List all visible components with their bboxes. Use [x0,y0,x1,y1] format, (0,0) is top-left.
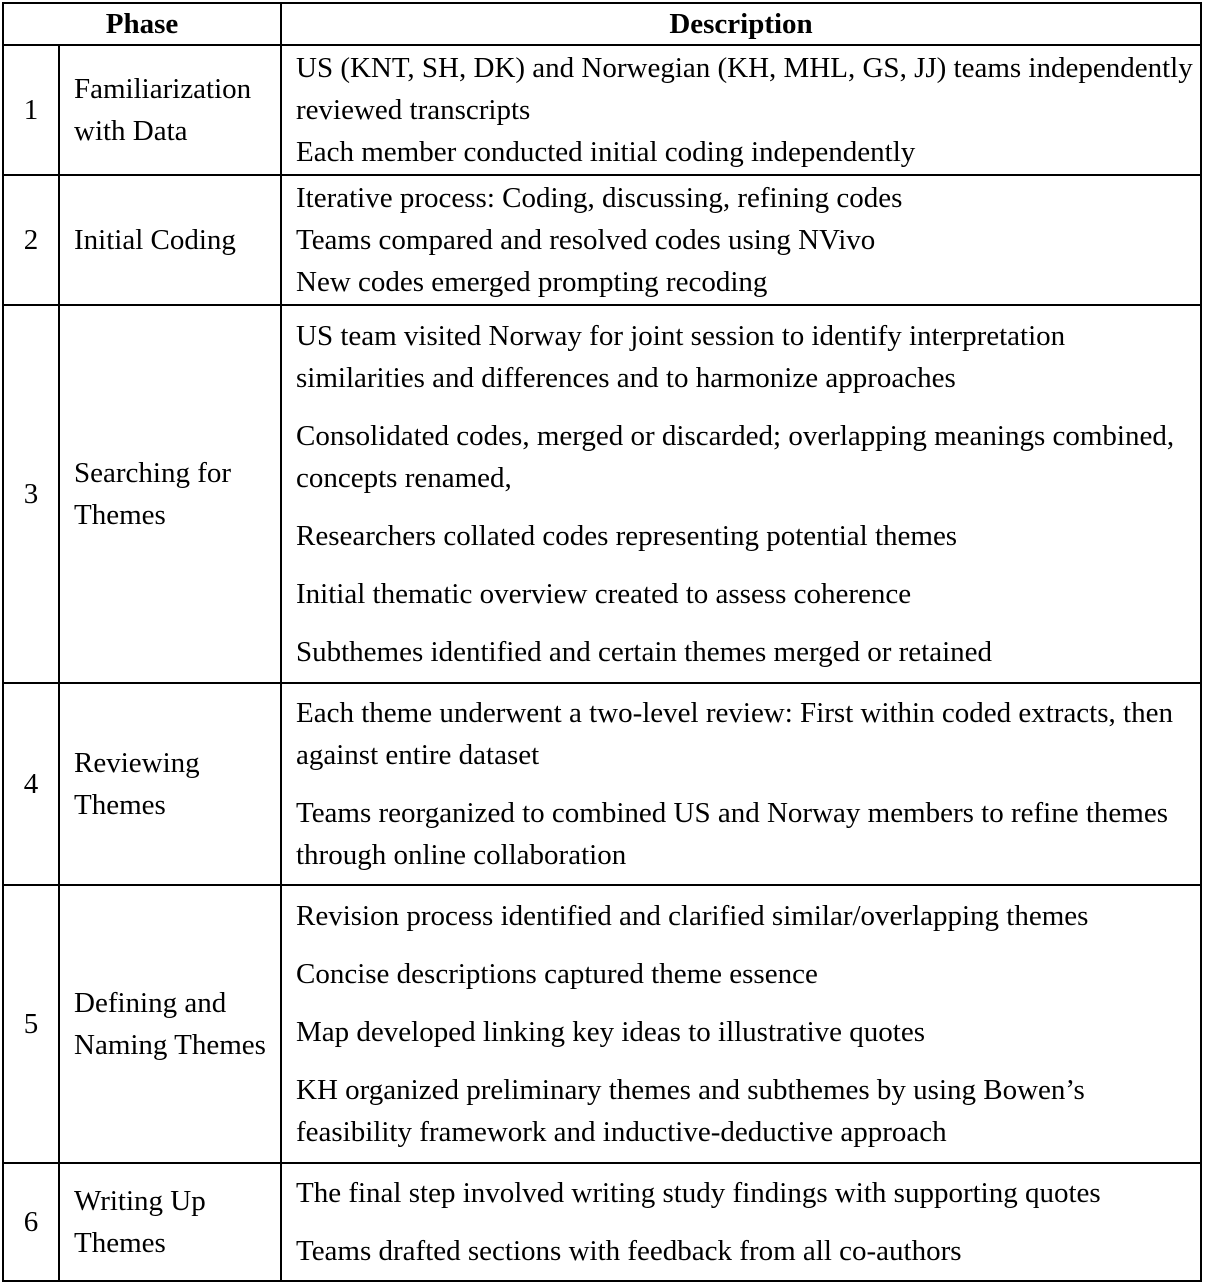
header-phase: Phase [3,3,281,45]
description-item: Researchers collated codes representing potential themes [296,520,958,552]
table-row [3,885,1201,1163]
phase-description [281,1163,1201,1281]
description-item: New codes emerged prompting recoding [296,266,768,298]
description-item: US (KNT, SH, DK) and Norwegian (KH, MHL, GS, JJ) teams independently reviewed transcripts [296,52,1193,126]
phase-name: Familiarization with Data [59,45,281,175]
phase-name: Reviewing Themes [59,683,281,885]
table-row [3,305,1201,683]
phase-description [281,683,1201,885]
description-item: Teams drafted sections with feedback from all co-authors [296,1235,962,1267]
phase-number: 4 [3,683,59,885]
phase-description [281,305,1201,683]
description-item: Revision process identified and clarified similar/overlapping themes [296,900,1089,932]
description-item: Teams compared and resolved codes using NVivo [296,224,876,256]
table-row [3,175,1201,305]
phase-number: 2 [3,175,59,305]
phase-number: 5 [3,885,59,1163]
phase-number: 1 [3,45,59,175]
table-row [3,683,1201,885]
phase-name: Writing Up Themes [59,1163,281,1281]
thematic-analysis-table [2,2,1202,1282]
phase-name: Defining and Naming Themes [59,885,281,1163]
description-item: The final step involved writing study findings with supporting quotes [296,1177,1101,1209]
description-item: Initial thematic overview created to assess coherence [296,578,912,610]
description-item: Each member conducted initial coding independently [296,136,916,168]
description-item: Iterative process: Coding, discussing, refining codes [296,182,903,214]
table-row [3,45,1201,175]
phase-number: 6 [3,1163,59,1281]
phase-name: Initial Coding [59,175,281,305]
phase-description [281,45,1201,175]
phase-description [281,885,1201,1163]
description-item: US team visited Norway for joint session to identify interpretation similarities and differences and to harmonize approaches [296,320,1066,394]
header-row [3,3,1201,45]
description-item: Map developed linking key ideas to illustrative quotes [296,1016,926,1048]
description-item: Subthemes identified and certain themes merged or retained [296,636,993,668]
phase-number: 3 [3,305,59,683]
table-row [3,1163,1201,1281]
description-item: KH organized preliminary themes and subthemes by using Bowen’s feasibility framework and inductive-deductive approach [296,1074,1085,1148]
description-item: Concise descriptions captured theme essence [296,958,818,990]
header-description: Description [281,3,1201,45]
description-item: Teams reorganized to combined US and Norway members to refine themes through online collaboration [296,797,1168,871]
description-item: Consolidated codes, merged or discarded; overlapping meanings combined, concepts renamed, [296,420,1175,494]
description-item: Each theme underwent a two-level review: First within coded extracts, then against entire dataset [296,697,1173,771]
phase-name: Searching for Themes [59,305,281,683]
phase-description [281,175,1201,305]
